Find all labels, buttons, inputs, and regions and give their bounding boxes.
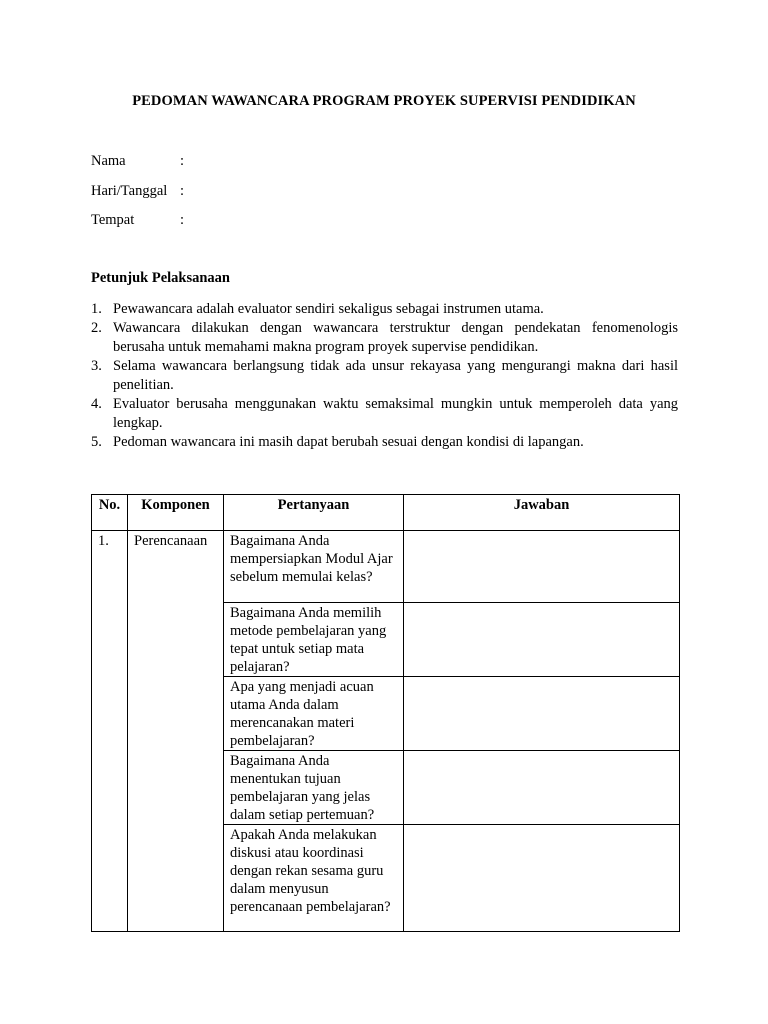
- field-label: Tempat: [91, 212, 135, 228]
- list-item-number: 1.: [91, 301, 102, 317]
- list-item-text: Pewawancara adalah evaluator sendiri sekaligus sebagai instrumen utama.: [113, 301, 544, 317]
- field-colon: :: [180, 183, 185, 199]
- cell-question: Bagaimana Anda mempersiapkan Modul Ajar sebelum memulai kelas?: [224, 531, 404, 603]
- list-item-text: Wawancara dilakukan dengan wawancara terstruktur dengan pendekatan fenomenologis berusaha untuk memahami makna program proyek supervise pendidikan.: [113, 320, 678, 355]
- table-header-row: [92, 495, 680, 531]
- cell-no: 1.: [92, 531, 128, 932]
- cell-question: Apakah Anda melakukan diskusi atau koordinasi dengan rekan sesama guru dalam menyusun perencanaan pembelajaran?: [224, 825, 404, 932]
- column-header-komponen: Komponen: [128, 495, 224, 531]
- field-label: Nama: [91, 153, 126, 169]
- cell-answer[interactable]: [404, 825, 680, 932]
- cell-question: Bagaimana Anda menentukan tujuan pembelajaran yang jelas dalam setiap pertemuan?: [224, 751, 404, 825]
- cell-answer[interactable]: [404, 677, 680, 751]
- cell-komponen: Perencanaan: [128, 531, 224, 932]
- cell-question: Bagaimana Anda memilih metode pembelajaran yang tepat untuk setiap mata pelajaran?: [224, 603, 404, 677]
- column-header-no: No.: [92, 495, 128, 531]
- list-item-number: 4.: [91, 396, 102, 412]
- field-colon: :: [180, 153, 185, 169]
- list-item-number: 3.: [91, 358, 102, 374]
- list-item: [91, 357, 678, 395]
- cell-answer[interactable]: [404, 603, 680, 677]
- instructions-title: Petunjuk Pelaksanaan: [91, 270, 230, 286]
- list-item-text: Evaluator berusaha menggunakan waktu semaksimal mungkin untuk memperoleh data yang lengkap.: [113, 396, 678, 431]
- table-row: [92, 531, 680, 603]
- document-title: PEDOMAN WAWANCARA PROGRAM PROYEK SUPERVISI PENDIDIKAN: [132, 93, 636, 109]
- list-item: [91, 395, 678, 433]
- list-item: [91, 433, 678, 452]
- cell-answer[interactable]: [404, 531, 680, 603]
- list-item: [91, 300, 678, 319]
- list-item-number: 2.: [91, 320, 102, 336]
- field-label: Hari/Tanggal: [91, 183, 168, 199]
- interview-table: [91, 494, 680, 932]
- column-header-pertanyaan: Pertanyaan: [224, 495, 404, 531]
- list-item-number: 5.: [91, 434, 102, 450]
- column-header-jawaban: Jawaban: [404, 495, 680, 531]
- instructions-list: [91, 300, 678, 452]
- list-item: [91, 319, 678, 357]
- list-item-text: Pedoman wawancara ini masih dapat berubah sesuai dengan kondisi di lapangan.: [113, 434, 584, 450]
- field-colon: :: [180, 212, 185, 228]
- cell-question: Apa yang menjadi acuan utama Anda dalam merencanakan materi pembelajaran?: [224, 677, 404, 751]
- list-item-text: Selama wawancara berlangsung tidak ada unsur rekayasa yang mengurangi makna dari hasil penelitian.: [113, 358, 678, 393]
- cell-answer[interactable]: [404, 751, 680, 825]
